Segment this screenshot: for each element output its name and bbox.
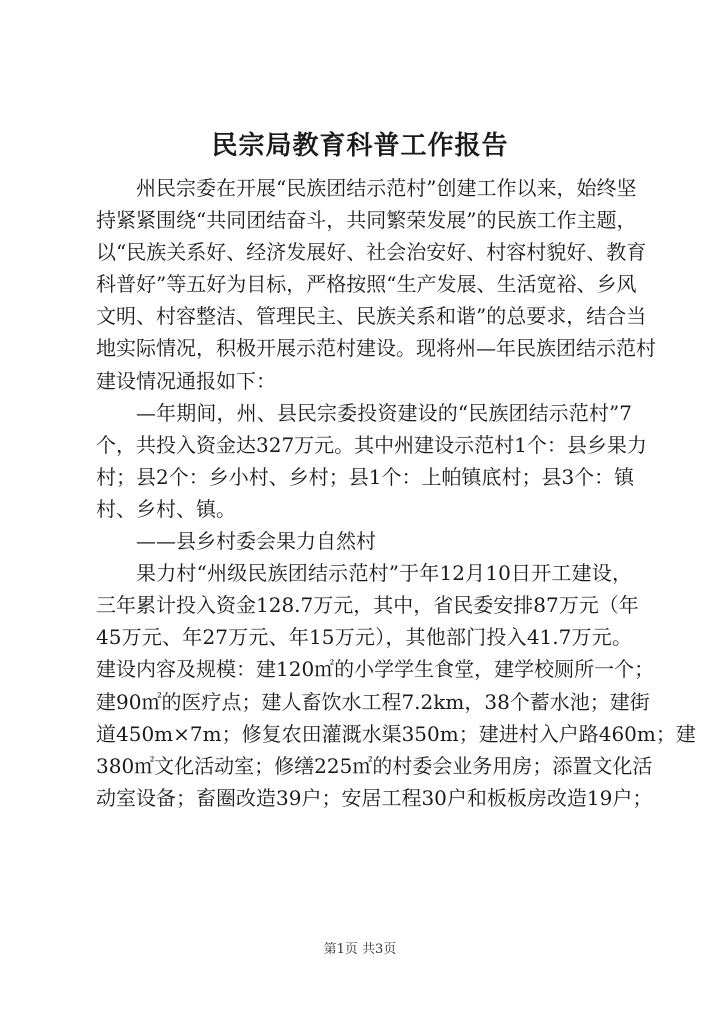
text-line: 州民宗委在开展“民族团结示范村”创建工作以来，始终坚 bbox=[136, 176, 637, 200]
text-line: —年期间，州、县民宗委投资建设的“民族团结示范村”7 bbox=[136, 400, 632, 425]
page-number: 第1页 共3页 bbox=[323, 942, 397, 957]
text-line: 建90㎡的医疗点；建人畜饮水工程7.2km，38个蓄水池；建街 bbox=[96, 689, 650, 714]
text-line: 道450m×7m；修复农田灌溉水渠350m；建进村入户路460m；建 bbox=[96, 721, 696, 746]
text-line: 380㎡文化活动室；修缮225㎡的村委会业务用房；添置文化活 bbox=[96, 753, 653, 778]
text-line: 持紧紧围绕“共同团结奋斗，共同繁荣发展”的民族工作主题， bbox=[96, 208, 637, 233]
section-subheading: ——县乡村委会果力自然村 bbox=[136, 529, 376, 554]
paragraph-summary bbox=[96, 397, 647, 525]
text-line: 三年累计投入资金128.7万元，其中，省民委安排87万元（年 bbox=[96, 593, 639, 618]
text-line: 文明、村容整洁、管理民主、民族关系和谐”的总要求，结合当 bbox=[96, 304, 647, 329]
paragraph-subheading bbox=[96, 525, 632, 557]
text-line: 村；县2个：乡小村、乡村；县1个：上帕镇底村；县3个：镇 bbox=[96, 464, 635, 489]
text-line: 个，共投入资金达327万元。其中州建设示范村1个：县乡果力 bbox=[96, 432, 647, 457]
paragraph-details bbox=[96, 557, 696, 814]
text-line: 科普好”等五好为目标，严格按照“生产发展、生活宽裕、乡风 bbox=[96, 272, 637, 297]
text-line: 村、乡村、镇。 bbox=[96, 496, 236, 521]
text-line: 果力村“州级民族团结示范村”于年12月10日开工建设， bbox=[136, 561, 632, 586]
text-line: 建设内容及规模：建120㎡的小学学生食堂，建学校厕所一个； bbox=[96, 657, 655, 682]
text-line: 动室设备；畜圈改造39户；安居工程30户和板板房改造19户； bbox=[96, 785, 653, 810]
text-line: 地实际情况，积极开展示范村建设。现将州—年民族团结示范村 bbox=[96, 336, 656, 361]
page-footer bbox=[0, 938, 720, 957]
paragraph-intro bbox=[96, 172, 656, 397]
text-line: 以“民族关系好、经济发展好、社会治安好、村容村貌好、教育 bbox=[96, 240, 647, 265]
text-line: 45万元、年27万元、年15万元），其他部门投入41.7万元。 bbox=[96, 625, 632, 650]
text-line: 建设情况通报如下： bbox=[96, 368, 276, 393]
page-title: 民宗局教育科普工作报告 bbox=[211, 131, 509, 161]
document-body bbox=[96, 172, 696, 814]
